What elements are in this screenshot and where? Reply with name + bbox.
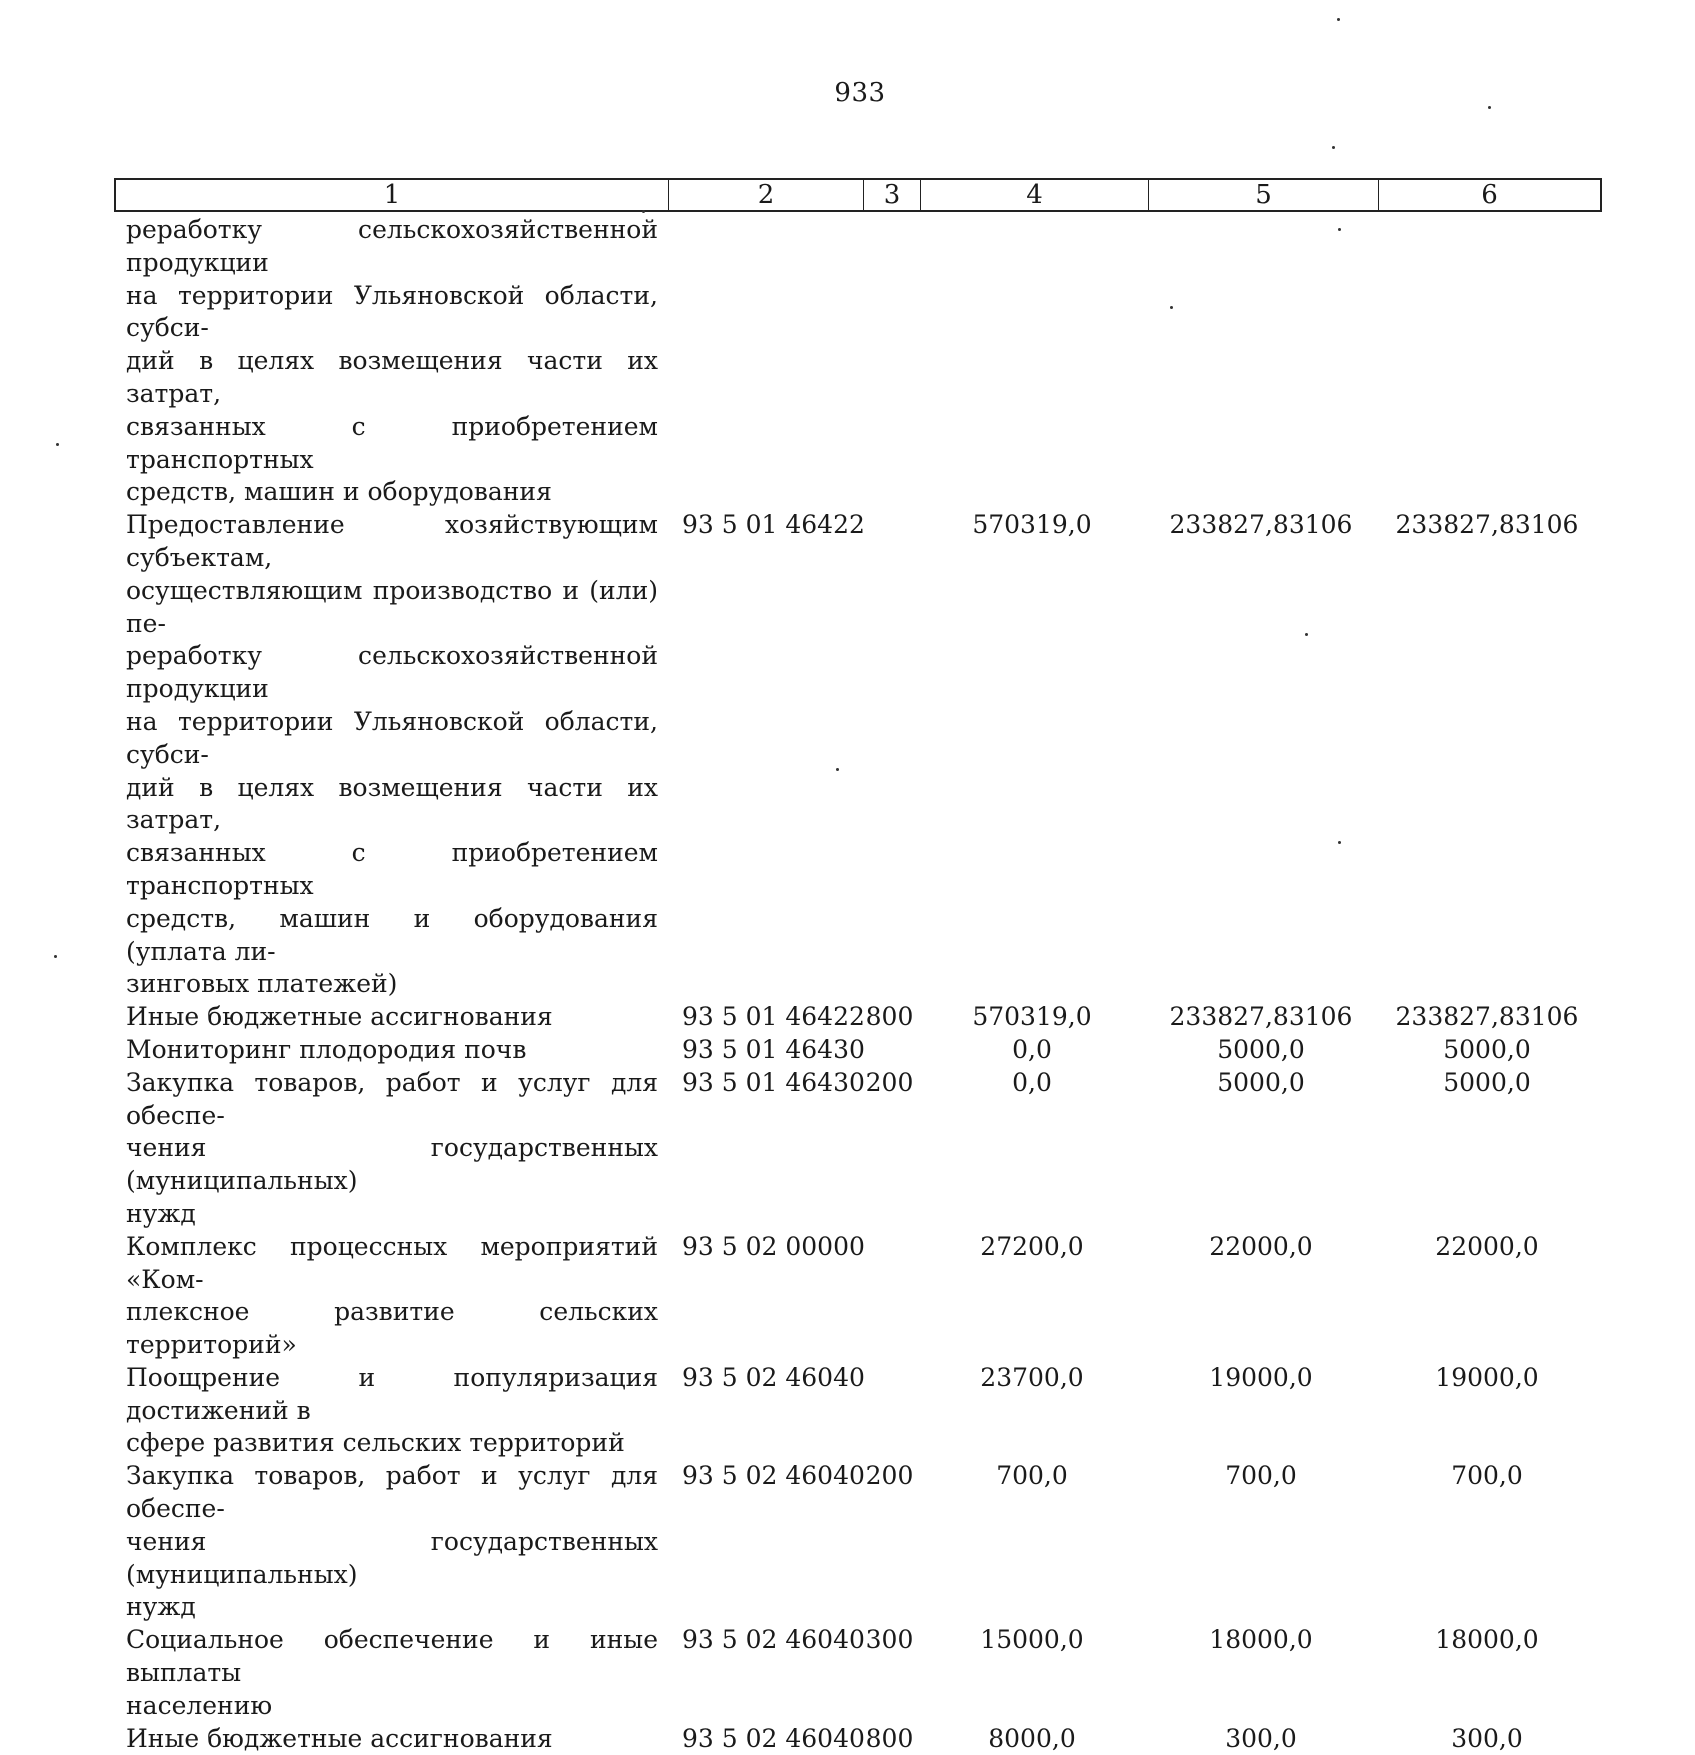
row-amount-col4 [918, 214, 1146, 509]
row-code: 93 5 01 46422 [682, 1002, 865, 1032]
row-amount-col4: 0,0 [1012, 1034, 1052, 1064]
table-row [114, 214, 1602, 509]
table-row [114, 1624, 1602, 1722]
row-amount-col5: 233827,83106 [1169, 1002, 1353, 1032]
row-type: 800 [865, 1723, 914, 1753]
row-description: Мониторинг плодородия почв [126, 1034, 527, 1064]
row-amount-col6: 18000,0 [1435, 1625, 1539, 1655]
row-amount-col5: 18000,0 [1209, 1625, 1313, 1655]
row-type [861, 1231, 918, 1362]
table-body [114, 214, 1602, 1755]
table-header [114, 178, 1602, 212]
row-amount-col5: 22000,0 [1209, 1231, 1313, 1261]
row-amount-col4: 27200,0 [980, 1231, 1084, 1261]
row-code: 93 5 01 46422 [682, 510, 865, 540]
row-amount-col4: 570319,0 [972, 510, 1092, 540]
header-col-1: 1 [383, 180, 401, 210]
row-code: 93 5 02 46040 [682, 1625, 865, 1655]
table-row [114, 1460, 1602, 1624]
scan-speck [836, 768, 839, 771]
table-row [114, 1001, 1602, 1034]
scan-speck [1170, 306, 1173, 309]
row-type: 300 [865, 1625, 914, 1655]
row-description: Закупка товаров, работ и услуг для обеспе- чения государственных (муниципальных) нужд [126, 1067, 658, 1228]
header-col-3: 3 [863, 180, 920, 210]
row-amount-col6: 300,0 [1451, 1723, 1523, 1753]
table-row [114, 1723, 1602, 1755]
scan-speck [1338, 228, 1341, 231]
row-code: 93 5 02 46040 [682, 1362, 865, 1392]
row-type [861, 509, 918, 1001]
row-type [861, 1034, 918, 1067]
row-type [861, 1362, 918, 1460]
header-col-4: 4 [920, 180, 1148, 210]
table-row [114, 1034, 1602, 1067]
scan-speck [54, 955, 57, 958]
table-row [114, 509, 1602, 1001]
row-amount-col5: 19000,0 [1209, 1362, 1313, 1392]
page-number: 933 [834, 78, 886, 108]
row-code [666, 214, 861, 509]
row-amount-col5: 700,0 [1225, 1461, 1297, 1491]
budget-table [114, 178, 1602, 1755]
row-description: Иные бюджетные ассигнования [126, 1723, 553, 1753]
row-code: 93 5 02 46040 [682, 1461, 865, 1491]
header-col-2: 2 [668, 180, 863, 210]
row-type: 200 [865, 1461, 914, 1491]
scan-speck [1332, 146, 1335, 149]
row-type: 200 [865, 1067, 914, 1097]
scan-speck [1338, 841, 1341, 844]
row-description: реработку сельскохозяйственной продукции на территории Ульяновской области, субси- дий в целях возмещения части их затрат, связанных с приобретением транспортных средств, машин и оборудования [126, 215, 658, 507]
row-amount-col5: 5000,0 [1217, 1067, 1305, 1097]
row-code: 93 5 01 46430 [682, 1034, 865, 1064]
row-amount-col6 [1376, 214, 1598, 509]
row-description: Иные бюджетные ассигнования [126, 1002, 553, 1032]
row-description: Социальное обеспечение и иные выплаты населению [126, 1625, 658, 1720]
row-code: 93 5 02 00000 [682, 1231, 865, 1261]
row-amount-col4: 570319,0 [972, 1002, 1092, 1032]
row-amount-col4: 15000,0 [980, 1625, 1084, 1655]
row-amount-col4: 23700,0 [980, 1362, 1084, 1392]
table-row [114, 1231, 1602, 1362]
row-amount-col6: 22000,0 [1435, 1231, 1539, 1261]
table-row [114, 1067, 1602, 1231]
header-col-6: 6 [1378, 180, 1600, 210]
row-amount-col6: 233827,83106 [1395, 510, 1579, 540]
scan-speck [1488, 106, 1491, 109]
row-code: 93 5 01 46430 [682, 1067, 865, 1097]
row-description: Комплекс процессных мероприятий «Ком- плексное развитие сельских территорий» [126, 1231, 658, 1360]
row-description: Поощрение и популяризация достижений в сфере развития сельских территорий [126, 1362, 658, 1458]
row-amount-col6: 19000,0 [1435, 1362, 1539, 1392]
row-amount-col6: 700,0 [1451, 1461, 1523, 1491]
scan-speck [1337, 18, 1340, 21]
row-amount-col6: 5000,0 [1443, 1034, 1531, 1064]
table-row [114, 1362, 1602, 1460]
row-amount-col4: 700,0 [996, 1461, 1068, 1491]
row-description: Предоставление хозяйствующим субъектам, осуществляющим производство и (или) пе- реработку сельскохозяйственной продукции на территории Ульяновской области, субси- дий в целях возмещения части их затрат, связанных с приобретением транспортных средств, машин и оборудования (уплата ли- зинговых платежей) [126, 510, 658, 999]
row-amount-col5: 300,0 [1225, 1723, 1297, 1753]
row-amount-col5: 5000,0 [1217, 1034, 1305, 1064]
header-col-5: 5 [1148, 180, 1378, 210]
row-amount-col4: 8000,0 [988, 1723, 1076, 1753]
scan-speck [642, 210, 645, 213]
row-type [861, 214, 918, 509]
row-code: 93 5 02 46040 [682, 1723, 865, 1753]
scan-speck [56, 443, 59, 446]
row-amount-col6: 5000,0 [1443, 1067, 1531, 1097]
row-type: 800 [865, 1002, 914, 1032]
row-amount-col5: 233827,83106 [1169, 510, 1353, 540]
row-amount-col4: 0,0 [1012, 1067, 1052, 1097]
row-description: Закупка товаров, работ и услуг для обеспе- чения государственных (муниципальных) нужд [126, 1461, 658, 1622]
scan-speck [1305, 633, 1308, 636]
row-amount-col5 [1146, 214, 1376, 509]
row-amount-col6: 233827,83106 [1395, 1002, 1579, 1032]
